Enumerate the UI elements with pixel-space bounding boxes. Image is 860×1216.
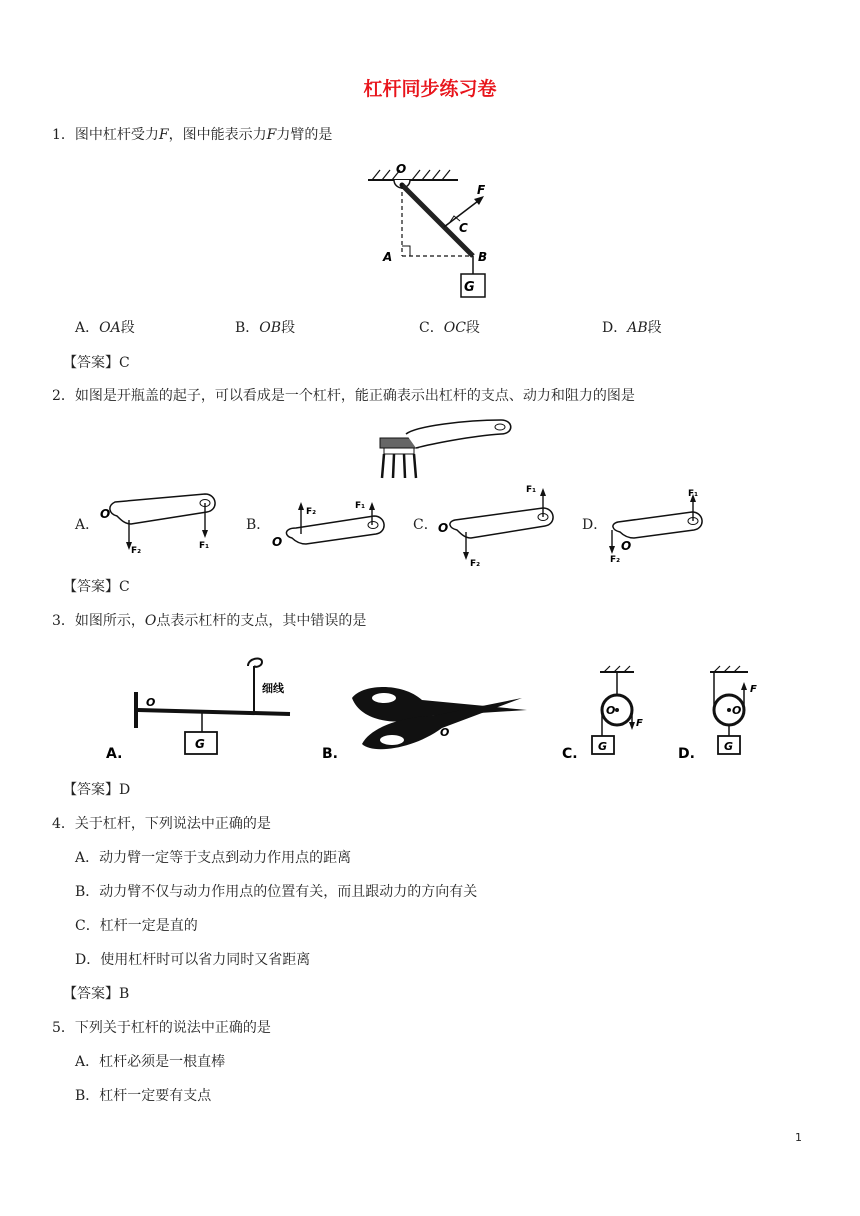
question-4-stem: 4．关于杠杆，下列说法中正确的是 — [52, 816, 271, 832]
label-g: G — [724, 740, 734, 753]
q2-option-c-key[interactable]: C． — [413, 517, 438, 533]
q5-option-a[interactable]: A．杠杆必须是一根直棒 — [75, 1054, 226, 1070]
question-5-stem: 5．下列关于杠杆的说法中正确的是 — [52, 1020, 271, 1036]
question-number: 3． — [52, 613, 75, 629]
label-a: A — [383, 250, 393, 264]
hand-icon — [248, 659, 262, 667]
arrowhead — [629, 722, 635, 730]
option-b[interactable]: B．OB段 — [235, 320, 296, 336]
q2-option-b-key[interactable]: B． — [246, 517, 271, 533]
q3-option-d-figure[interactable] — [678, 664, 778, 764]
pulley-axle — [615, 708, 619, 712]
label-o: O — [440, 726, 450, 739]
label-f1: F₁ — [688, 489, 699, 499]
question-1-stem: 1．图中杠杆受力F，图中能表示力F力臂的是 — [52, 127, 333, 143]
arrowhead — [609, 546, 615, 554]
arrowhead — [298, 502, 304, 510]
question-1-figure — [360, 158, 500, 304]
q3-option-c-figure[interactable] — [562, 664, 662, 764]
q2-option-b-figure[interactable] — [266, 494, 396, 554]
label-f1: F₁ — [355, 501, 366, 511]
label-f2: F₂ — [470, 559, 481, 569]
label-f2: F₂ — [306, 507, 317, 517]
label-f: F — [636, 718, 643, 729]
label-o: O — [621, 539, 632, 553]
bottle-legs — [382, 454, 416, 478]
q2-option-a-figure[interactable] — [95, 490, 225, 556]
label-g: G — [464, 280, 475, 295]
page-number: 1 — [795, 1131, 802, 1144]
option-c[interactable]: C．OC段 — [419, 320, 480, 336]
arrowhead — [540, 488, 546, 496]
bottle-neck — [384, 448, 414, 454]
label-g: G — [195, 737, 205, 751]
bottle-opener-figure — [376, 418, 516, 480]
opener-hole — [495, 424, 505, 430]
lever-bar — [138, 710, 290, 714]
q5-option-b[interactable]: B．杠杆一定要有支点 — [75, 1088, 212, 1104]
page-title: 杠杆同步练习卷 — [363, 78, 497, 100]
label-f: F — [477, 183, 486, 197]
label-o: O — [732, 704, 742, 717]
answer-4: 【答案】B — [63, 986, 130, 1002]
label-f1: F₁ — [526, 485, 537, 495]
label-o: O — [100, 507, 111, 521]
label-b: B — [478, 250, 488, 264]
arrowhead — [369, 502, 375, 510]
q2-option-d-key[interactable]: D． — [582, 517, 608, 533]
question-number: 1． — [52, 127, 75, 143]
q2-option-c-figure[interactable] — [433, 480, 563, 570]
label-thread: 细线 — [262, 682, 284, 695]
label-o: O — [146, 696, 156, 709]
label-g: G — [598, 740, 608, 753]
label-o: O — [606, 704, 616, 717]
option-d[interactable]: D．AB段 — [602, 320, 662, 336]
question-2-stem: 2．如图是开瓶盖的起子，可以看成是一个杠杆，能正确表示出杠杆的支点、动力和阻力的图是 — [52, 388, 635, 404]
answer-2: 【答案】C — [63, 579, 130, 595]
opener-outline — [613, 512, 702, 538]
scissor-handle-hole — [372, 693, 396, 703]
option-key: B. — [322, 746, 338, 762]
q4-option-c[interactable]: C．杠杆一定是直的 — [75, 918, 198, 934]
q4-option-a[interactable]: A．动力臂一定等于支点到动力作用点的距离 — [75, 850, 352, 866]
pulley-axle — [727, 708, 731, 712]
q2-option-a-key[interactable]: A． — [75, 517, 100, 533]
right-angle-mark-a — [402, 246, 410, 256]
q4-option-b[interactable]: B．动力臂不仅与动力作用点的位置有关，而且跟动力的方向有关 — [75, 884, 478, 900]
label-o: O — [272, 535, 283, 549]
arrowhead — [463, 552, 469, 560]
arrowhead — [202, 530, 208, 538]
label-o: O — [396, 162, 407, 176]
question-number: 5． — [52, 1020, 75, 1036]
label-f: F — [750, 684, 757, 695]
question-number: 4． — [52, 816, 75, 832]
q2-option-d-figure[interactable] — [600, 484, 730, 568]
option-key: C. — [562, 746, 578, 762]
question-number: 2． — [52, 388, 75, 404]
opener-hole — [368, 522, 378, 529]
option-a[interactable]: A．OA段 — [75, 320, 135, 336]
q3-option-b-figure[interactable] — [322, 680, 532, 764]
wall — [134, 692, 138, 728]
label-o: O — [438, 521, 449, 535]
opener-outline — [110, 494, 215, 524]
question-3-stem: 3．如图所示，O点表示杠杆的支点，其中错误的是 — [52, 613, 367, 629]
label-c: C — [459, 221, 468, 235]
answer-3: 【答案】D — [63, 782, 131, 798]
label-f2: F₂ — [610, 555, 621, 565]
option-key: A. — [106, 746, 123, 762]
label-f2: F₂ — [131, 546, 142, 556]
opener-handle — [406, 420, 511, 448]
answer-1: 【答案】C — [63, 355, 130, 371]
ceiling-hatch — [372, 170, 450, 180]
arrowhead — [741, 682, 747, 690]
label-f1: F₁ — [199, 541, 210, 551]
scissor-handle-hole — [380, 735, 404, 745]
q4-option-d[interactable]: D．使用杠杆时可以省力同时又省距离 — [75, 952, 311, 968]
q3-option-a-figure[interactable] — [104, 652, 294, 764]
option-key: D. — [678, 746, 695, 762]
